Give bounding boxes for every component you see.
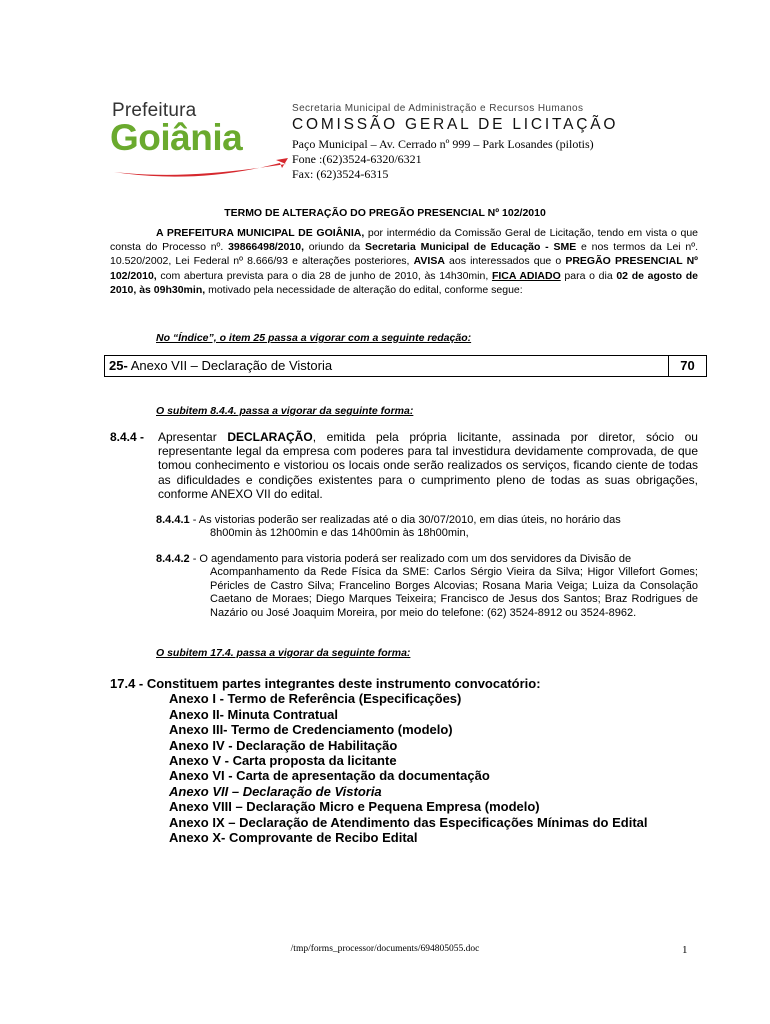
annex-item: Anexo X- Comprovante de Recibo Edital <box>169 830 418 846</box>
subitem-844 <box>110 430 698 501</box>
annex-item: Anexo VII – Declaração de Vistoria <box>169 783 382 799</box>
intro-text: oriundo da <box>304 241 366 254</box>
annex-item: Anexo VI - Carta de apresentação da documentação <box>169 768 490 784</box>
new-date: 02 de agosto de 2010, às 09h30min, <box>110 269 698 296</box>
subitem-8441-continuation: 8h00min às 12h00min e das 14h00min às 18h00min, <box>210 527 469 540</box>
avisa-word: AVISA <box>413 255 445 268</box>
fax-line: Fax: (62)3524-6315 <box>292 167 389 181</box>
logo-word-goiania: Goiânia <box>110 117 243 158</box>
annex-item: Anexo I - Termo de Referência (Especificações) <box>169 691 462 707</box>
annex-item: Anexo II- Minuta Contratual <box>169 706 338 722</box>
intro-text: para o dia <box>560 269 617 282</box>
subitem-8442-continuation: Acompanhamento da Rede Física da SME: Carlos Sérgio Vieira da Silva; Higor Villefort Gomes; Péricles de Castro Silva; Francelino Borges Alcovias; Rosana Maria Veiga; Luiza da Consolação Caetano de Moraes; Diego Marques Teixeira; Francisco de Jesus dos Santos; Braz Rodrigues de Nazário ou José Joaquim Moreira, por meio do telefone: (62) 3524-8912 ou 3524-8962. <box>210 566 698 619</box>
subitem-174-heading: O subitem 17.4. passa a vigorar da seguinte forma: <box>156 647 411 659</box>
annex-list-lead: 17.4 - Constituem partes integrantes deste instrumento convocatório: <box>110 676 541 691</box>
prefeitura-logo <box>110 100 290 180</box>
index-row-text: Anexo VII – Declaração de Vistoria <box>127 358 333 373</box>
footer-file-path: /tmp/forms_processor/documents/694805055.doc <box>290 944 480 954</box>
index-row-label <box>105 356 669 376</box>
address-line: Paço Municipal – Av. Cerrado nº 999 – Park Losandes (pilotis) <box>292 137 594 151</box>
annex-item: Anexo III- Termo de Credenciamento (modelo) <box>169 722 453 738</box>
subitem-844-number: 8.4.4 - <box>110 430 145 444</box>
subitem-8442-number: 8.4.4.2 <box>156 553 190 565</box>
fica-adiado: FICA ADIADO <box>491 269 561 282</box>
document-title: TERMO DE ALTERAÇÃO DO PREGÃO PRESENCIAL Nº 102/2010 <box>224 207 546 219</box>
page-number: 1 <box>682 944 688 956</box>
subitem-8441 <box>156 514 698 541</box>
intro-text: motivado pela necessidade de alteração do edital, conforme segue: <box>205 283 523 296</box>
annex-item: Anexo VIII – Declaração Micro e Pequena Empresa (modelo) <box>169 799 540 815</box>
subitem-844-text: Apresentar DECLARAÇÃO, emitida pela própria licitante, assinada por diretor, sócio ou representante legal da empresa com poderes para tal investidura devidamente comprovada, de que tomou conhecimento e vistoriou os locais onde serão realizados os serviços, ficando ciente de todas as dificuldades e condições existentes para o cumprimento pleno de todas as suas obrigações, conforme ANEXO VII do edital. <box>158 430 698 501</box>
index-section-heading: No “Índice”, o item 25 passa a vigorar com a seguinte redação: <box>156 332 472 344</box>
commission-name: COMISSÃO GERAL DE LICITAÇÃO <box>292 116 619 133</box>
index-table-row <box>104 355 707 377</box>
subitem-844-heading: O subitem 8.4.4. passa a vigorar da seguinte forma: <box>156 405 414 417</box>
pregao-number: PREGÃO PRESENCIAL Nº 102/2010, <box>110 255 698 282</box>
subitem-8442 <box>156 553 698 620</box>
logo-word-prefeitura: Prefeitura <box>112 100 197 121</box>
subitem-8441-text: - As vistorias poderão ser realizadas até o dia 30/07/2010, em dias úteis, no horário das <box>189 514 621 526</box>
annex-item: Anexo IX – Declaração de Atendimento das Especificações Mínimas do Edital <box>169 814 648 830</box>
annex-item: Anexo V - Carta proposta da licitante <box>169 753 397 769</box>
annex-item: Anexo IV - Declaração de Habilitação <box>169 737 398 753</box>
letterhead <box>292 103 618 182</box>
process-number: 39866498/2010, <box>228 241 304 254</box>
intro-paragraph <box>110 226 698 297</box>
phone-line: Fone :(62)3524-6320/6321 <box>292 152 422 166</box>
index-row-number: 25- <box>109 358 128 373</box>
intro-text: aos interessados que o <box>444 255 566 268</box>
secretariat-name: Secretaria Municipal de Educação - SME <box>365 241 577 254</box>
subitem-8441-number: 8.4.4.1 <box>156 514 190 526</box>
intro-text: com abertura prevista para o dia 28 de junho de 2010, às 14h30min, <box>156 269 492 282</box>
intro-issuer: A PREFEITURA MUNICIPAL DE GOIÂNIA, <box>156 227 365 239</box>
intro-text: e nos termos da Lei nº. 10.520/2002, Lei Federal nº 8.666/93 e alterações posteriores, <box>110 241 698 268</box>
declaracao-word: DECLARAÇÃO <box>227 430 313 444</box>
logo-swoosh-icon <box>110 156 290 180</box>
index-row-page: 70 <box>680 358 695 373</box>
department-name: Secretaria Municipal de Administração e Recursos Humanos <box>292 103 584 114</box>
subitem-8442-text: - O agendamento para vistoria poderá ser realizado com um dos servidores da Divisão de <box>189 553 632 565</box>
intro-text: por intermédio da Comissão Geral de Licitação, tendo em vista o que consta do Processo nº. <box>110 227 698 254</box>
annex-list <box>110 676 710 845</box>
